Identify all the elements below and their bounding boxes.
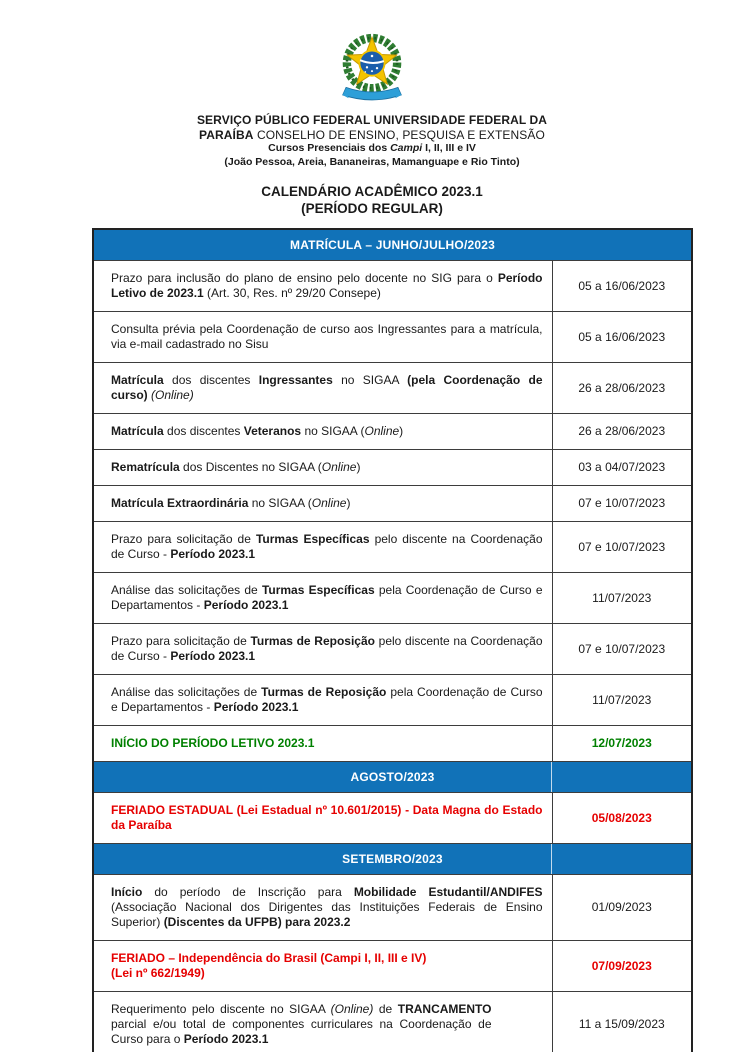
- text-run: FERIADO ESTADUAL (Lei Estadual nº 10.601/2015) - Data Magna do Estado da Paraíba: [111, 803, 543, 832]
- text-run: Prazo para inclusão do plano de ensino pelo docente no SIG para o: [111, 271, 498, 285]
- text-run: no SIGAA: [332, 373, 408, 387]
- event-date-cell: 11/07/2023: [552, 675, 692, 726]
- brazil-coat-of-arms-icon: [330, 28, 414, 110]
- text-run: (pela Coordenação de curso): [111, 373, 543, 402]
- event-description-cell: [93, 414, 552, 450]
- letterhead-line3: [0, 142, 744, 156]
- event-row: [93, 726, 692, 762]
- event-date-cell: 03 a 04/07/2023: [552, 450, 692, 486]
- text-run: Rematrícula: [111, 460, 180, 474]
- event-description-cell: [93, 992, 552, 1052]
- text-run: no SIGAA (: [301, 424, 365, 438]
- event-date-cell: 26 a 28/06/2023: [552, 414, 692, 450]
- logo-container: [0, 0, 744, 110]
- text-run: (Associação Nacional dos Dirigentes das Instituições Federais de Ensino Superior): [111, 900, 543, 929]
- text-run: Período 2023.1: [170, 649, 256, 663]
- column-divider: [551, 762, 552, 792]
- event-row: [93, 875, 692, 941]
- text-run: Turmas Específicas: [261, 583, 375, 597]
- event-row: [93, 992, 692, 1052]
- text-run: Online: [321, 460, 357, 474]
- event-description-cell: [93, 624, 552, 675]
- text-run: Período 2023.1: [203, 598, 289, 612]
- text-run: pela Coordenação de Curso e Departamentos -: [111, 685, 543, 714]
- month-header-cell: [93, 229, 692, 261]
- text-run: Mobilidade Estudantil/ANDIFES: [353, 885, 543, 899]
- text-run: INÍCIO DO PERÍODO LETIVO 2023.1: [111, 736, 315, 750]
- text-run: pela Coordenação de Curso e Departamentos -: [111, 583, 543, 612]
- letterhead-campi-prefix: Cursos Presenciais dos: [268, 142, 391, 154]
- text-run: Requerimento pelo discente no SIGAA: [111, 1002, 331, 1016]
- document-title-line2: (PERÍODO REGULAR): [301, 200, 443, 216]
- event-row: [93, 522, 692, 573]
- event-row: [93, 941, 692, 992]
- letterhead-line2: [0, 128, 744, 143]
- text-run: Ingressantes: [258, 373, 333, 387]
- month-header-cell: [93, 762, 692, 793]
- text-run: Análise das solicitações de: [111, 583, 262, 597]
- month-label: SETEMBRO/2023: [342, 852, 443, 866]
- text-run: Matrícula: [111, 424, 164, 438]
- event-row: [93, 363, 692, 414]
- month-label: MATRÍCULA – JUNHO/JULHO/2023: [290, 238, 495, 252]
- event-date-cell: 26 a 28/06/2023: [552, 363, 692, 414]
- calendar-table-body: [93, 229, 692, 1052]
- text-run: Período 2023.1: [213, 700, 299, 714]
- text-run: Consulta prévia pela Coordenação de curso aos Ingressantes para a matrícula, via e-mail cadastrado no Sisu: [111, 322, 543, 351]
- text-run: (Art. 30, Res. nº 29/20 Consepe): [203, 286, 381, 300]
- text-run: Análise das solicitações de: [111, 685, 262, 699]
- event-row: [93, 261, 692, 312]
- event-description-cell: [93, 261, 552, 312]
- text-run: (Discentes da UFPB) para 2023.2: [163, 915, 351, 929]
- text-run: dos discentes: [163, 373, 259, 387]
- event-date-cell: 11/07/2023: [552, 573, 692, 624]
- event-date-cell: 05/08/2023: [552, 793, 692, 844]
- month-header-cell: [93, 844, 692, 875]
- letterhead-council-name: CONSELHO DE ENSINO, PESQUISA E EXTENSÃO: [253, 127, 545, 142]
- month-header-row: [93, 762, 692, 793]
- event-date-cell: 12/07/2023: [552, 726, 692, 762]
- event-date-cell: 11 a 15/09/2023: [552, 992, 692, 1052]
- document-title: [0, 184, 744, 217]
- document-title-line1: CALENDÁRIO ACADÊMICO 2023.1: [261, 184, 483, 199]
- event-description-cell: [93, 726, 552, 762]
- text-run: Matrícula: [111, 373, 164, 387]
- text-run: Prazo para solicitação de: [111, 532, 256, 546]
- event-row: [93, 675, 692, 726]
- event-row: [93, 793, 692, 844]
- text-run: no SIGAA (: [248, 496, 312, 510]
- letterhead-line1: [0, 113, 744, 128]
- month-header-row: [93, 229, 692, 261]
- text-run: do período de Inscrição para: [142, 885, 354, 899]
- event-description-cell: [93, 875, 552, 941]
- event-date-cell: 01/09/2023: [552, 875, 692, 941]
- text-run: TRANCAMENTO: [397, 1002, 492, 1016]
- text-run: dos Discentes no SIGAA (: [179, 460, 322, 474]
- letterhead: [0, 113, 744, 169]
- event-description-cell: [93, 486, 552, 522]
- letterhead-institution-name: PARAÍBA: [199, 127, 254, 142]
- event-description-cell: [93, 793, 552, 844]
- text-run: Início: [111, 885, 143, 899]
- text-run: parcial e/ou total de componentes curriculares na Coordenação de Curso para o: [111, 1017, 492, 1046]
- event-description-cell: [93, 675, 552, 726]
- event-description-cell: [93, 312, 552, 363]
- text-run: Turmas de Reposição: [261, 685, 387, 699]
- text-run: Turmas de Reposição: [250, 634, 375, 648]
- event-description-cell: [93, 363, 552, 414]
- text-run: ): [356, 460, 361, 474]
- text-run: Período 2023.1: [183, 1032, 269, 1046]
- event-description-cell: [93, 522, 552, 573]
- event-date-cell: 05 a 16/06/2023: [552, 261, 692, 312]
- event-date-cell: 07 e 10/07/2023: [552, 486, 692, 522]
- letterhead-campi-suffix: I, II, III e IV: [422, 142, 476, 154]
- month-label: AGOSTO/2023: [350, 770, 435, 784]
- text-run: ): [346, 496, 351, 510]
- event-date-cell: 07 e 10/07/2023: [552, 624, 692, 675]
- text-run: (Online): [151, 388, 194, 402]
- text-run: Veteranos: [243, 424, 302, 438]
- event-row: [93, 414, 692, 450]
- event-row: [93, 624, 692, 675]
- column-divider: [551, 844, 552, 874]
- text-run: Online: [311, 496, 347, 510]
- text-run: Turmas Específicas: [255, 532, 370, 546]
- event-description-cell: [93, 573, 552, 624]
- text-run: (Lei nº 662/1949): [111, 966, 205, 980]
- event-date-cell: 05 a 16/06/2023: [552, 312, 692, 363]
- month-header-row: [93, 844, 692, 875]
- event-date-cell: 07 e 10/07/2023: [552, 522, 692, 573]
- text-run: Online: [364, 424, 400, 438]
- letterhead-line1-text: SERVIÇO PÚBLICO FEDERAL UNIVERSIDADE FEDERAL DA: [196, 113, 548, 127]
- event-row: [93, 573, 692, 624]
- text-run: de: [373, 1002, 398, 1016]
- text-run: Período 2023.1: [170, 547, 256, 561]
- letterhead-line4: (João Pessoa, Areia, Bananeiras, Mamanguape e Rio Tinto): [224, 155, 520, 168]
- event-row: [93, 450, 692, 486]
- text-run: pelo discente na Coordenação de Curso -: [111, 634, 543, 663]
- text-run: Matrícula Extraordinária: [111, 496, 249, 510]
- event-row: [93, 486, 692, 522]
- event-description-cell: [93, 450, 552, 486]
- text-run: ): [399, 424, 404, 438]
- event-description-cell: [93, 941, 552, 992]
- event-date-cell: 07/09/2023: [552, 941, 692, 992]
- text-run: (Online): [330, 1002, 374, 1016]
- text-run: Período Letivo de 2023.1: [111, 271, 543, 300]
- text-run: Prazo para solicitação de: [111, 634, 251, 648]
- text-run: pelo discente na Coordenação de Curso -: [111, 532, 543, 561]
- academic-calendar-table: [92, 228, 693, 1052]
- text-run: dos discentes: [163, 424, 244, 438]
- letterhead-campi-word: Campi: [390, 142, 423, 154]
- text-run: FERIADO – Independência do Brasil (Campi I, II, III e IV): [111, 951, 427, 965]
- event-row: [93, 312, 692, 363]
